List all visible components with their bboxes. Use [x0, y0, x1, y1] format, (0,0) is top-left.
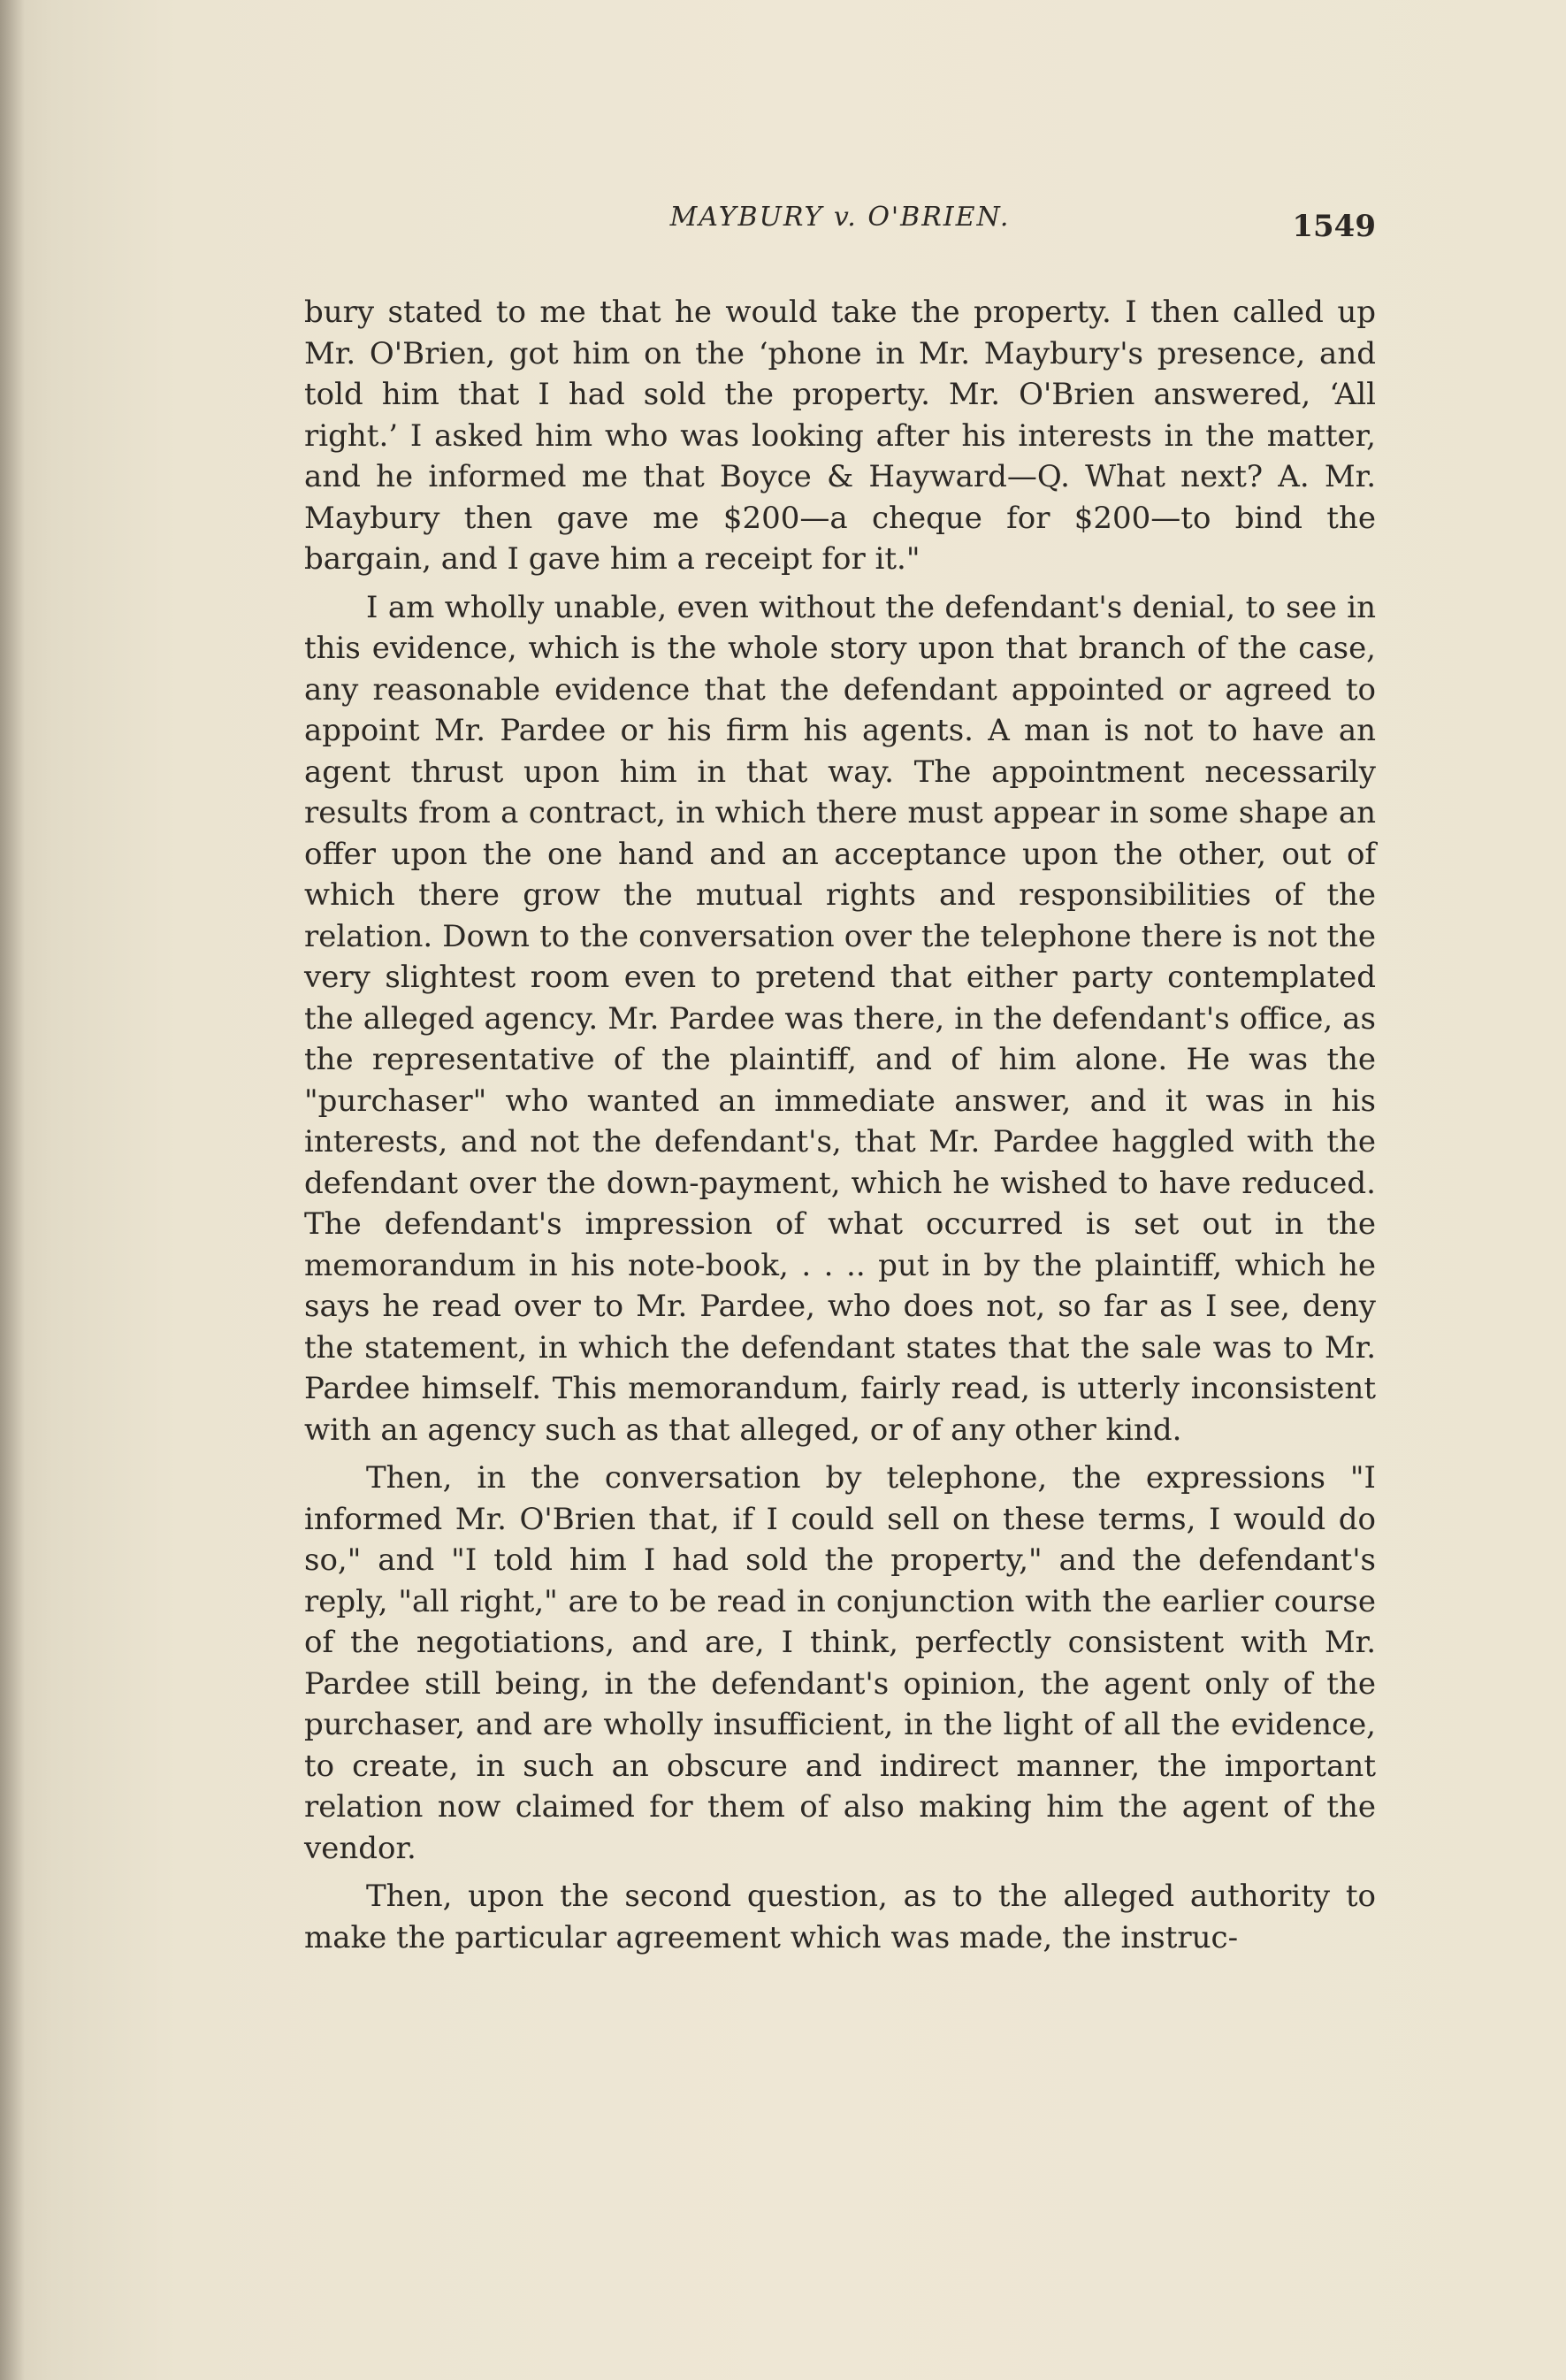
paragraph: I am wholly unable, even without the defendant's denial, to see in this evidence, which is the whole story upon that branch of the case, any reasonable evidence that the defendant appointed or agreed to appoint Mr. Pardee or his firm his agents. A man is not to have an agent thrust upon him in that way. The appointment necessarily results from a contract, in which there must appear in some shape an offer upon the one hand and an acceptance upon the other, out of which there grow the mutual rights and responsibilities of the relation. Down to the conversation over the telephone there is not the very slightest room even to pretend that either party contemplated the alleged agency. Mr. Pardee was there, in the defendant's office, as the representative of the plaintiff, and of him alone. He was the "purchaser" who wanted an immediate answer, and it was in his interests, and not the defendant's, that Mr. Pardee haggled with the defendant over the down-payment, which he wished to have reduced. The defendant's impression of what occurred is set out in the memorandum in his note-book, . . .. put in by the plaintiff, which he says he read over to Mr. Pardee, who does not, so far as I see, deny the statement, in which the defendant states that the sale was to Mr. Pardee himself. This memorandum, fairly read, is utterly inconsistent with an agency such as that alleged, or of any other kind. — [304, 589, 1376, 1448]
paragraph-continuation: bury stated to me that he would take the property. I then called up Mr. O'Brien, got him on the ‘phone in Mr. Maybury's presence, and told him that I had sold the property. Mr. O'Brien answered, ‘All right.’ I asked him who was looking after his interests in the matter, and he informed me that Boyce & Hayward—Q. What next? A. Mr. Maybury then gave me $200—a cheque for $200—to bind the bargain, and I gave him a receipt for it." — [304, 295, 1376, 577]
paragraph: Then, upon the second question, as to the alleged authority to make the particular agreement which was made, the instruc- — [304, 1879, 1376, 1955]
body-text — [304, 292, 1376, 1965]
page-header — [304, 202, 1376, 255]
running-title: MAYBURY v. O'BRIEN. — [669, 202, 1011, 233]
page-number: 1549 — [1292, 209, 1376, 244]
paragraph: Then, in the conversation by telephone, the expressions "I informed Mr. O'Brien that, if I could sell on these terms, I would do so," and "I told him I had sold the property," and the defendant's reply, "all right," are to be read in conjunction with the earlier course of the negotiations, and are, I think, perfectly consistent with Mr. Pardee still being, in the defendant's opinion, the agent only of the purchaser, and are wholly insufficient, in the light of all the evidence, to create, in such an obscure and indirect manner, the important relation now claimed for them of also making him the agent of the vendor. — [304, 1460, 1376, 1866]
binding-shadow — [0, 0, 25, 2380]
